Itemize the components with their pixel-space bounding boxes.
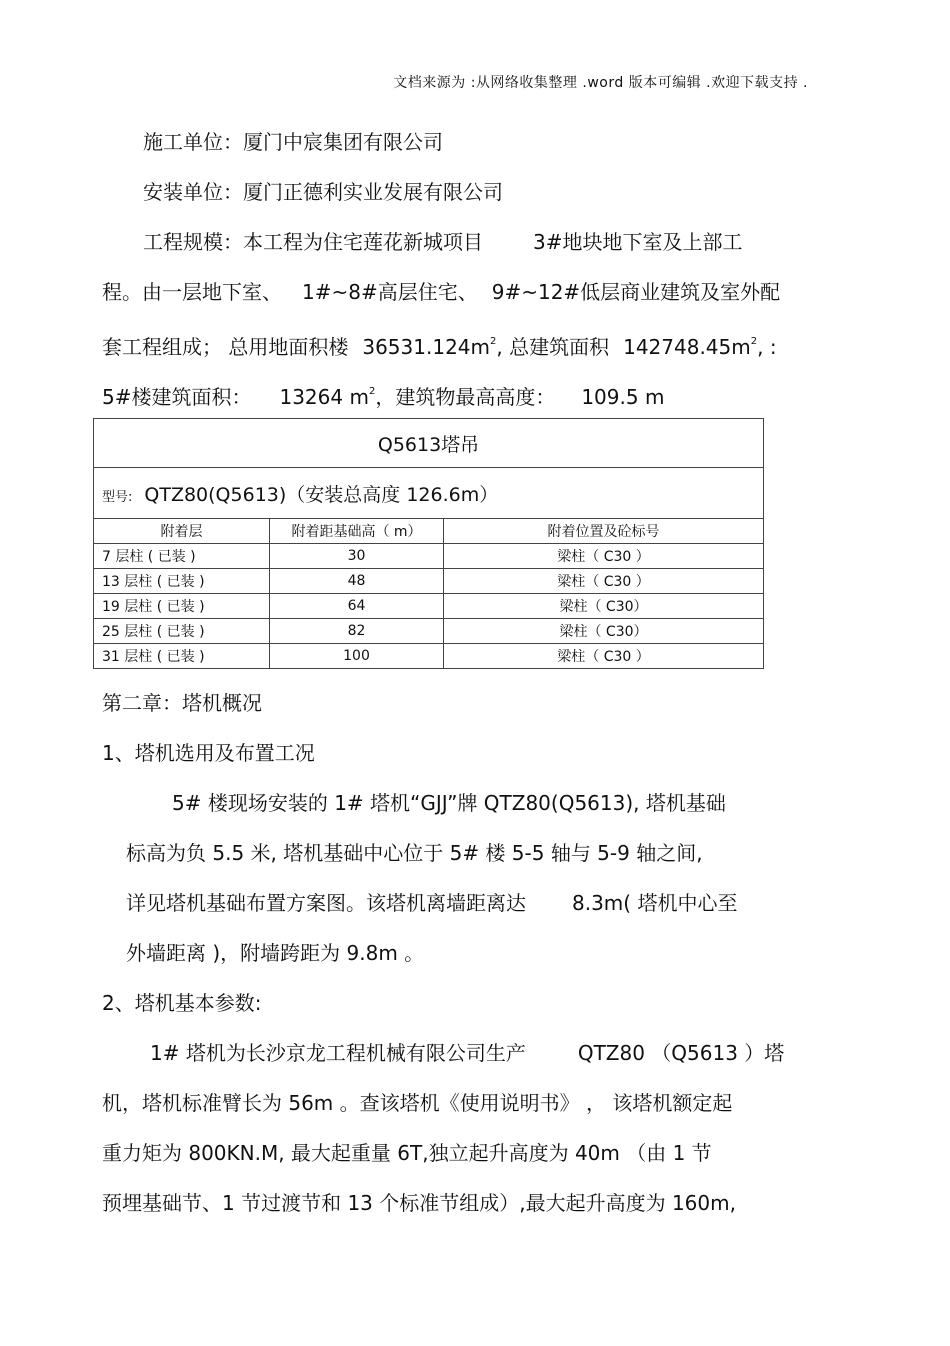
superscript: 2 <box>490 336 497 347</box>
height-value: 109.5 m <box>581 385 665 409</box>
column-header: 附着距基础高（ m） <box>270 519 444 544</box>
table-cell: 25 层柱 ( 已装 ) <box>94 619 270 644</box>
scale-text: 3#地块地下室及上部工 <box>533 230 743 254</box>
scale-text: , : <box>757 335 777 359</box>
scale-line-3 <box>102 330 777 359</box>
model-value: QTZ80(Q5613)（安装总高度 126.6m） <box>144 483 499 506</box>
superscript: 2 <box>750 336 758 347</box>
paragraph-text: 详见塔机基础布置方案图。该塔机离墙距离达 <box>126 891 526 915</box>
paragraph-text: QTZ80 （Q5613 ）塔 <box>577 1041 785 1065</box>
scale-text: 工程规模：本工程为住宅莲花新城项目 <box>143 230 483 254</box>
column-header: 附着位置及砼标号 <box>444 519 764 544</box>
model-label: 型号: <box>102 489 133 505</box>
section-2-paragraph: 预埋基础节、1 节过渡节和 13 个标准节组成）,最大起升高度为 160m, <box>102 1191 736 1215</box>
chapter-heading: 第二章：塔机概况 <box>102 691 262 715</box>
table-cell: 100 <box>270 644 444 669</box>
construction-unit: 施工单位：厦门中宸集团有限公司 <box>143 130 443 154</box>
section-1-paragraph: 标高为负 5.5 米, 塔机基础中心位于 5# 楼 5-5 轴与 5-9 轴之间, <box>126 841 703 865</box>
scale-text: , 总建筑面积 <box>496 335 610 359</box>
scale-text: 1#~8#高层住宅、 <box>302 280 478 304</box>
column-header: 附着层 <box>94 519 270 544</box>
table-cell: 30 <box>270 544 444 569</box>
table-cell: 梁柱（ C30 ） <box>444 569 764 594</box>
table-row <box>94 644 764 669</box>
table-cell: 梁柱（ C30） <box>444 594 764 619</box>
superscript: 2 <box>368 386 376 397</box>
section-2-paragraph: 重力矩为 800KN.M, 最大起重量 6T,独立起升高度为 40m （由 1 节 <box>102 1141 712 1165</box>
scale-text: 9#~12#低层商业建筑及室外配 <box>491 280 781 304</box>
area-value: 13264 m <box>279 385 369 409</box>
scale-text: 程。由一层地下室、 <box>102 280 282 304</box>
table-cell: 13 层柱 ( 已装 ) <box>94 569 270 594</box>
section-2-paragraph <box>150 1041 784 1065</box>
table-row <box>94 619 764 644</box>
table-row <box>94 594 764 619</box>
paragraph-text: 1# 塔机为长沙京龙工程机械有限公司生产 <box>150 1041 526 1065</box>
area-value: 142748.45m <box>623 335 751 359</box>
table-cell: 31 层柱 ( 已装 ) <box>94 644 270 669</box>
crane-attachment-table <box>93 418 764 669</box>
table-row <box>94 544 764 569</box>
table-cell: 梁柱（ C30） <box>444 619 764 644</box>
table-title: Q5613塔吊 <box>94 419 764 468</box>
table-cell: 梁柱（ C30 ） <box>444 544 764 569</box>
paragraph-text: 8.3m( 塔机中心至 <box>572 891 738 915</box>
table-model-row <box>94 468 764 519</box>
table-header-row <box>94 519 764 544</box>
scale-text: ，建筑物最高高度： <box>375 385 556 409</box>
scale-line-2 <box>102 280 780 304</box>
table-cell: 梁柱（ C30 ） <box>444 644 764 669</box>
scale-line-4 <box>102 380 664 409</box>
install-unit: 安装单位：厦门正德利实业发展有限公司 <box>143 180 503 204</box>
table-cell: 7 层柱 ( 已装 ) <box>94 544 270 569</box>
table-cell: 64 <box>270 594 444 619</box>
header-note: 文档来源为 :从网络收集整理 .word 版本可编辑 .欢迎下载支持 . <box>393 75 808 91</box>
scale-line-1 <box>143 230 742 254</box>
table-cell: 19 层柱 ( 已装 ) <box>94 594 270 619</box>
scale-text: 套工程组成； 总用地面积楼 <box>102 335 349 359</box>
scale-text: 5#楼建筑面积： <box>102 385 252 409</box>
section-1-title: 1、塔机选用及布置工况 <box>102 741 315 765</box>
section-1-paragraph: 5# 楼现场安装的 1# 塔机“GJJ”牌 QTZ80(Q5613), 塔机基础 <box>172 791 726 815</box>
section-2-title: 2、塔机基本参数: <box>102 991 262 1015</box>
section-1-paragraph <box>126 891 737 915</box>
section-2-paragraph: 机，塔机标准臂长为 56m 。查该塔机《使用说明书》 ， 该塔机额定起 <box>102 1091 733 1115</box>
area-value: 36531.124m <box>362 335 490 359</box>
table-cell: 48 <box>270 569 444 594</box>
section-1-paragraph: 外墙距离 )，附墙跨距为 9.8m 。 <box>126 941 425 965</box>
table-row <box>94 569 764 594</box>
table-cell: 82 <box>270 619 444 644</box>
